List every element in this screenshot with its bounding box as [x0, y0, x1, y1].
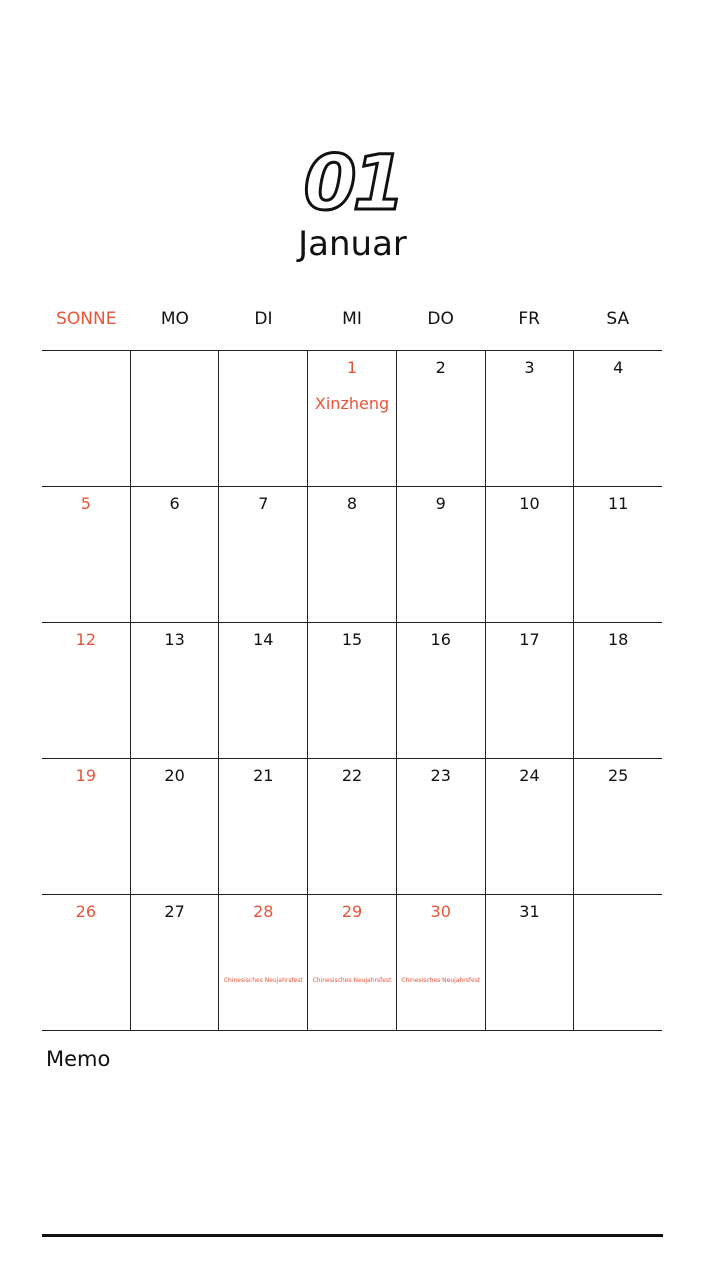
- calendar-day-cell[interactable]: [42, 895, 131, 1030]
- day-number: 5: [80, 494, 91, 513]
- day-number: 24: [519, 766, 540, 785]
- day-number: 31: [519, 902, 540, 921]
- calendar-day-cell[interactable]: [131, 487, 220, 622]
- calendar-day-cell[interactable]: [42, 623, 131, 758]
- day-number: 20: [164, 766, 185, 785]
- calendar-day-cell[interactable]: [219, 895, 308, 1030]
- calendar-day-cell[interactable]: [397, 623, 486, 758]
- calendar-day-cell[interactable]: [131, 623, 220, 758]
- calendar-day-cell[interactable]: [486, 759, 575, 894]
- day-number: 26: [75, 902, 97, 921]
- calendar-day-cell[interactable]: [486, 895, 575, 1030]
- calendar-week-row: [42, 623, 662, 759]
- day-number: 6: [169, 494, 180, 513]
- calendar-day-cell[interactable]: [131, 895, 220, 1030]
- day-number: 16: [430, 630, 451, 649]
- calendar-day-cell[interactable]: [486, 351, 575, 486]
- day-number: 27: [164, 902, 185, 921]
- weekday-wednesday: MI: [342, 309, 362, 329]
- memo-divider: [42, 1234, 663, 1237]
- day-number: 1: [346, 358, 358, 377]
- calendar-day-cell[interactable]: [308, 623, 397, 758]
- day-number: 10: [519, 494, 540, 513]
- day-event-label: Xinzheng: [314, 394, 390, 413]
- calendar-empty-cell: [219, 351, 308, 486]
- day-number: 14: [253, 630, 274, 649]
- calendar-week-row: [42, 759, 662, 895]
- day-number: 21: [253, 766, 274, 785]
- day-number: 29: [341, 902, 363, 921]
- day-number: 25: [607, 766, 629, 785]
- calendar-day-cell[interactable]: [574, 623, 662, 758]
- calendar-day-cell[interactable]: [486, 487, 575, 622]
- calendar-day-cell[interactable]: [397, 759, 486, 894]
- calendar-day-cell[interactable]: [308, 487, 397, 622]
- weekday-thursday: DO: [427, 309, 454, 329]
- day-number: 18: [607, 630, 629, 649]
- weekday-saturday: SA: [606, 309, 630, 329]
- calendar-day-cell[interactable]: [397, 351, 486, 486]
- day-number: 28: [253, 902, 274, 921]
- calendar-week-row: [42, 351, 662, 487]
- calendar-day-cell[interactable]: [219, 487, 308, 622]
- day-event-label: Chinesisches Neujahrsfest: [401, 977, 481, 984]
- calendar-day-cell[interactable]: [397, 487, 486, 622]
- calendar-day-cell[interactable]: [131, 759, 220, 894]
- month-number: 01: [303, 138, 402, 227]
- day-number: 11: [607, 494, 629, 513]
- calendar-grid: [42, 350, 662, 1031]
- weekday-header-row: [42, 304, 662, 334]
- calendar-week-row: [42, 487, 662, 623]
- memo-area[interactable]: [42, 1080, 662, 1230]
- weekday-friday: FR: [518, 309, 540, 329]
- day-number: 2: [435, 358, 446, 377]
- calendar-day-cell[interactable]: [574, 487, 662, 622]
- calendar-day-cell[interactable]: [574, 759, 662, 894]
- day-number: 15: [341, 630, 363, 649]
- calendar-empty-cell: [42, 351, 131, 486]
- day-number: 23: [430, 766, 451, 785]
- day-number: 7: [258, 494, 269, 513]
- calendar-week-row: [42, 895, 662, 1031]
- day-number: 12: [75, 630, 97, 649]
- calendar-day-cell[interactable]: [42, 487, 131, 622]
- calendar-day-cell[interactable]: [308, 895, 397, 1030]
- day-number: 13: [164, 630, 185, 649]
- calendar-day-cell[interactable]: [219, 759, 308, 894]
- day-number: 22: [341, 766, 363, 785]
- weekday-monday: MO: [160, 309, 189, 329]
- day-number: 19: [75, 766, 97, 785]
- day-event-label: Chinesisches Neujahrsfest: [223, 977, 303, 984]
- day-number: 3: [524, 358, 535, 377]
- calendar-day-cell[interactable]: [397, 895, 486, 1030]
- calendar-empty-cell: [131, 351, 220, 486]
- day-event-label: Chinesisches Neujahrsfest: [312, 977, 392, 984]
- calendar-day-cell[interactable]: [574, 351, 662, 486]
- calendar-day-cell[interactable]: [308, 351, 397, 486]
- weekday-sunday: SONNE: [56, 309, 117, 329]
- day-number: 17: [519, 630, 540, 649]
- day-number: 4: [613, 358, 624, 377]
- memo-label: Memo: [46, 1047, 111, 1071]
- calendar-day-cell[interactable]: [308, 759, 397, 894]
- day-number: 8: [346, 494, 358, 513]
- month-name: Januar: [298, 224, 407, 264]
- calendar-day-cell[interactable]: [219, 623, 308, 758]
- calendar-empty-cell: [574, 895, 662, 1030]
- day-number: 30: [430, 902, 451, 921]
- day-number: 9: [435, 494, 446, 513]
- calendar-day-cell[interactable]: [486, 623, 575, 758]
- calendar-day-cell[interactable]: [42, 759, 131, 894]
- weekday-tuesday: DI: [254, 309, 273, 329]
